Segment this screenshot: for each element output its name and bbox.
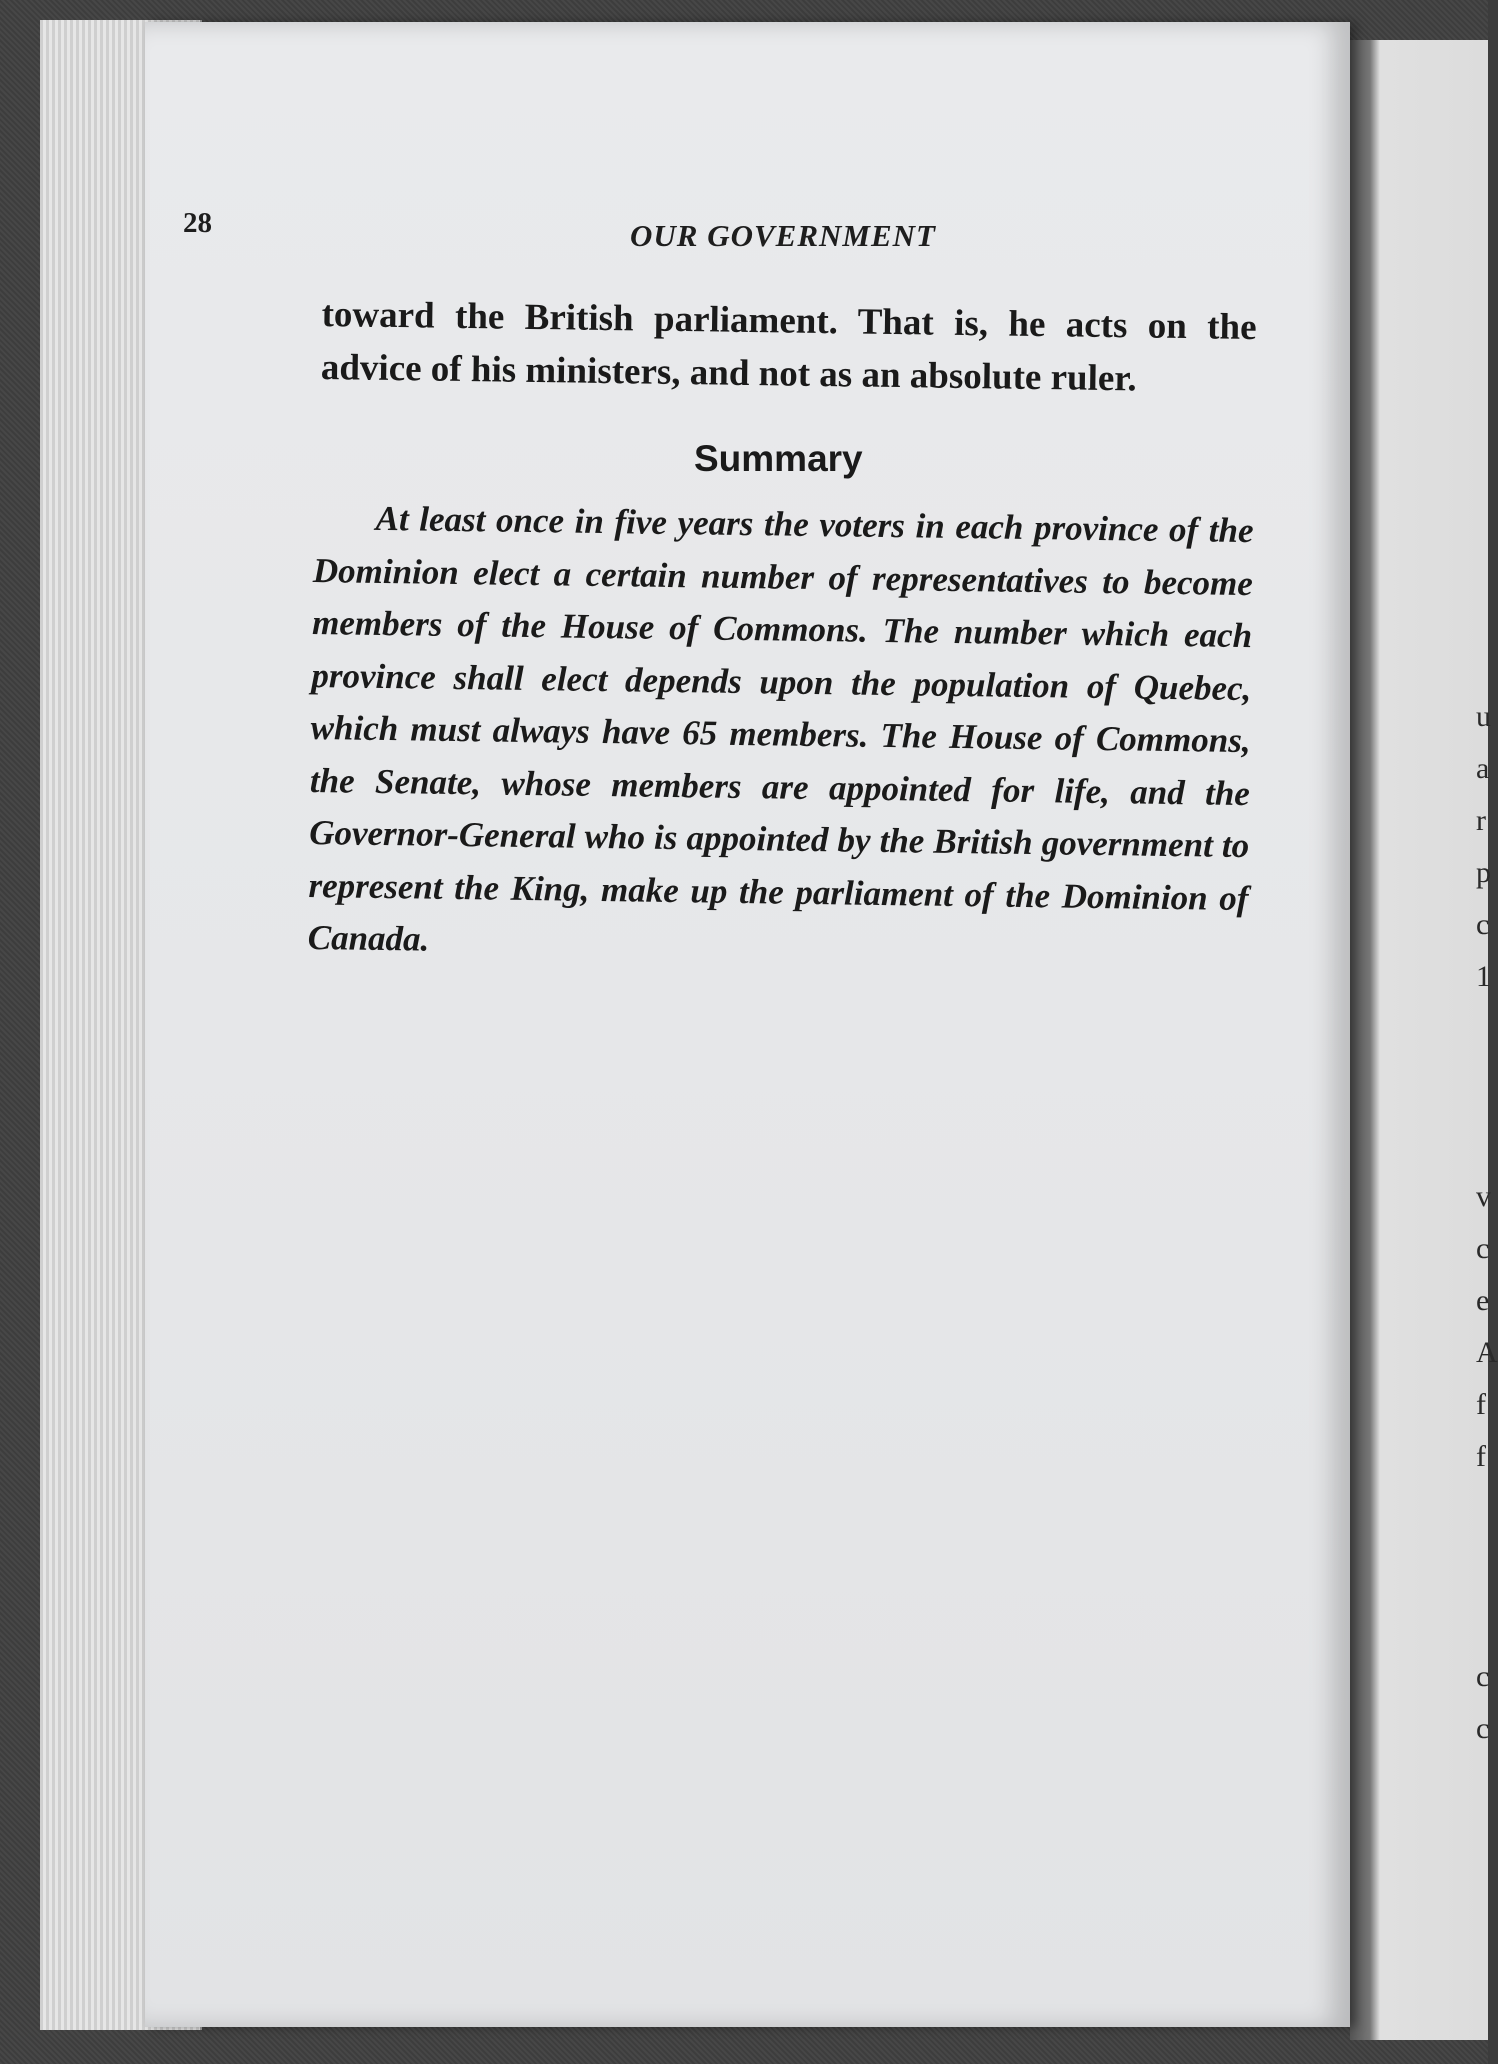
facing-page-char: c xyxy=(1476,1660,1490,1693)
summary-paragraph: At least once in five years the voters in each province of the Dominion elect a certain number of representatives to become members of the House of Commons. The number which each province shall elect depends upon the population of Quebec, which must always have 65 members. The House of Commons, the Senate, whose members are appointed for life, and the Governor-General who is appointed by the British government to represent the King, make up the parliament of the Dominion of Canada. xyxy=(307,498,1254,959)
facing-page-char: r xyxy=(1476,804,1486,837)
facing-page-char: p xyxy=(1476,856,1491,889)
facing-page-char: f xyxy=(1476,1388,1486,1421)
facing-page-char: c xyxy=(1476,908,1490,941)
facing-page-char: c xyxy=(1476,1712,1490,1745)
facing-page-char: v xyxy=(1476,1180,1491,1213)
facing-page-char: a xyxy=(1476,752,1490,785)
facing-page-char: 1 xyxy=(1476,960,1491,993)
facing-page-char: e xyxy=(1476,1284,1490,1317)
facing-page-edge xyxy=(1350,40,1488,2040)
body-paragraph: toward the British parliament. That is, he acts on the advice of his ministers, and not as an absolute ruler. xyxy=(320,293,1257,400)
running-head: OUR GOVERNMENT xyxy=(630,218,936,253)
facing-page-char: u xyxy=(1476,700,1491,733)
facing-page-char: f xyxy=(1476,1440,1486,1473)
summary-heading: Summary xyxy=(694,438,863,479)
facing-page-char: c xyxy=(1476,1232,1490,1265)
facing-page-char: A xyxy=(1476,1336,1498,1369)
page-number: 28 xyxy=(183,207,212,239)
